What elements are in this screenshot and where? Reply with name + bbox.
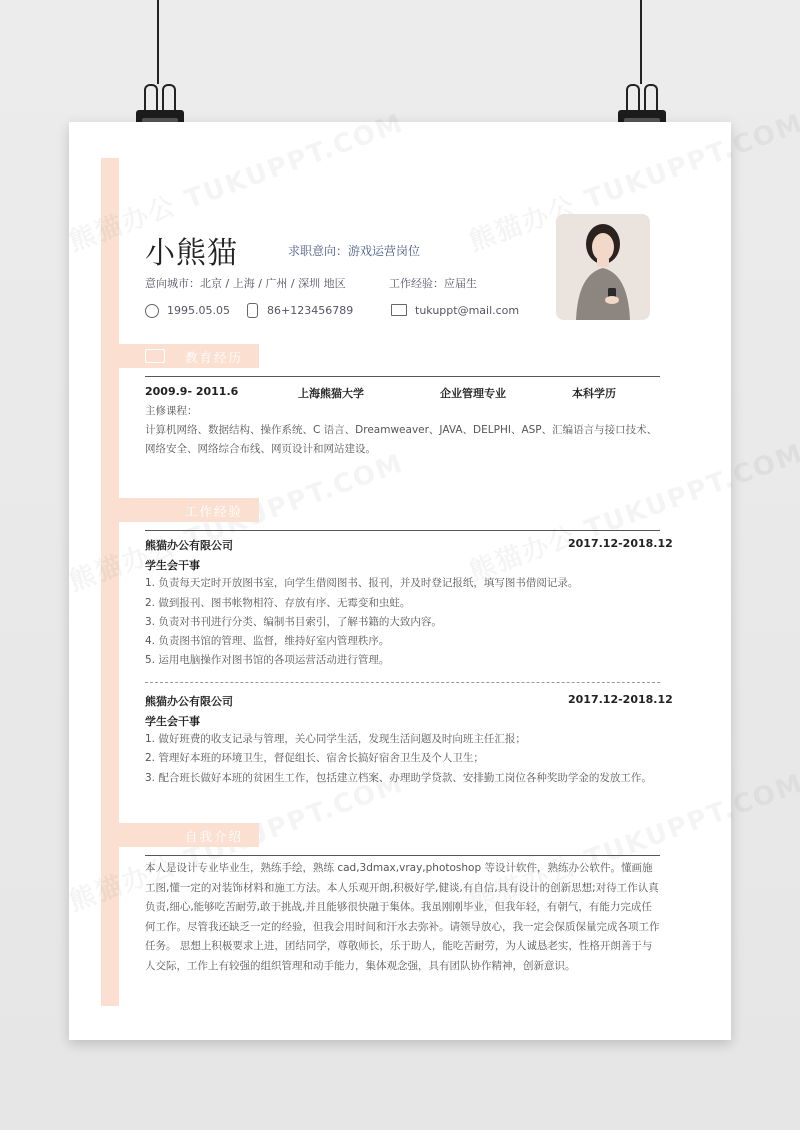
birthday: 1995.05.05 <box>167 304 230 317</box>
job-duty: 5. 运用电脑操作对图书馆的各项运营活动进行管理。 <box>145 654 390 666</box>
phone-icon <box>247 303 258 318</box>
job-period: 2017.12-2018.12 <box>568 537 673 550</box>
candidate-name: 小熊猫 <box>145 236 238 271</box>
education-school: 上海熊猫大学 <box>298 387 364 400</box>
job-role: 学生会干事 <box>145 715 200 728</box>
job-duty: 2. 管理好本班的环境卫生，督促组长、宿舍长搞好宿舍卫生及个人卫生； <box>145 752 484 764</box>
divider <box>145 855 660 856</box>
courses-line: 计算机网络、数据结构、操作系统、C 语言、Dreamweaver、JAVA、DELPHI、ASP、汇编语言与接口技术、 <box>145 424 658 436</box>
job-duty: 3. 配合班长做好本班的贫困生工作，包括建立档案、办理助学贷款、安排勤工岗位各种奖助学金的发放工作。 <box>145 772 652 784</box>
profile-photo <box>556 214 650 320</box>
work-experience: 工作经验：应届生 <box>389 277 477 290</box>
education-major: 企业管理专业 <box>440 387 506 400</box>
job-duty: 1. 做好班费的收支记录与管理，关心同学生活，发现生活问题及时向班主任汇报； <box>145 733 526 745</box>
email-address: tukuppt@mail.com <box>415 304 520 317</box>
mail-icon <box>391 304 407 316</box>
about-section-title: 自我介绍 <box>185 829 244 844</box>
left-hanging-wire <box>157 0 159 84</box>
courses-line: 网络安全、网络综合布线、网页设计和网站建设。 <box>145 443 376 455</box>
target-city: 意向城市：北京 / 上海 / 广州 / 深圳 地区 <box>145 277 346 290</box>
about-section-tag <box>119 823 259 847</box>
job-role: 学生会干事 <box>145 559 200 572</box>
job-duty: 2. 做到报刊、图书帐物相符、存放有序、无霉变和虫蛀。 <box>145 597 411 609</box>
courses-label: 主修课程： <box>145 405 198 417</box>
phone-number: 86+123456789 <box>267 304 354 317</box>
education-degree: 本科学历 <box>572 387 616 400</box>
job-company: 熊猫办公有限公司 <box>145 695 233 708</box>
job-period: 2017.12-2018.12 <box>568 693 673 706</box>
watermark <box>463 433 800 589</box>
job-duty: 1. 负责每天定时开放图书室，向学生借阅图书、报刊，并及时登记报纸，填写图书借阅记录。 <box>145 577 579 589</box>
job-duty: 4. 负责图书馆的管理、监督，维持好室内管理秩序。 <box>145 635 390 647</box>
divider <box>145 376 660 377</box>
education-section-tag <box>119 344 259 368</box>
calendar-icon <box>145 304 159 318</box>
education-section-title: 教育经历 <box>185 350 244 365</box>
education-period: 2009.9- 2011.6 <box>145 385 239 398</box>
work-section-title: 工作经验 <box>185 504 244 519</box>
graduation-cap-icon <box>145 349 165 363</box>
job-intent: 求职意向：游戏运营岗位 <box>288 244 421 258</box>
divider <box>145 530 660 531</box>
work-section-tag <box>119 498 259 522</box>
job-duty: 3. 负责对书刊进行分类、编制书目索引，了解书籍的大致内容。 <box>145 616 442 628</box>
self-introduction: 本人是设计专业毕业生，熟练手绘，熟练 cad,3dmax,vray,photoshop 等设计软件，熟练办公软件。懂画施工图,懂一定的对装饰材料和施工方法。本人乐观开朗,积极好学,健谈,有自信,具有设计的创新思想;对待工作认真负责,细心,能够吃苦耐劳,敢于挑战,并且能够很快融于集体。我虽刚刚毕业，但我年轻，有朝气，有能力完成任何工作。尽管我还缺乏一定的经验，但我会用时间和汗水去弥补。请领导放心，我一定会保质保量完成各项工作任务。 思想上积极要求上进，团结同学，尊敬师长，乐于助人，能吃苦耐劳，为人诚恳老实，性格开朗善于与人交际，工作上有较强的组织管理和动手能力，集体观念强，具有团队协作精神，创新意识。 <box>145 862 660 972</box>
job-company: 熊猫办公有限公司 <box>145 539 233 552</box>
resume-paper <box>69 122 731 1040</box>
right-hanging-wire <box>640 0 642 84</box>
dashed-divider <box>145 682 660 683</box>
